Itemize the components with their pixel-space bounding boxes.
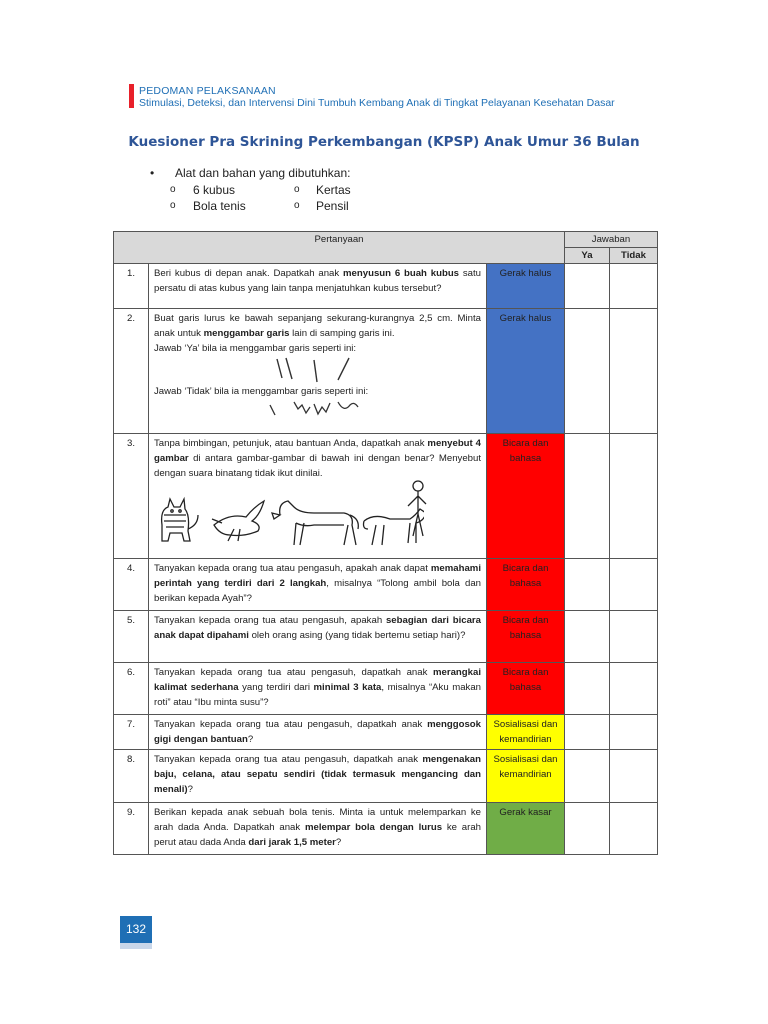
row-number: 7.: [114, 715, 149, 750]
question-text: Tanyakan kepada orang tua atau pengasuh, apakah sebagian dari bicara anak dapat dipahami oleh orang asing (yang tidak bertemu setiap hari)?: [149, 611, 487, 663]
header-title: PEDOMAN PELAKSANAAN: [139, 85, 276, 97]
table-row: [114, 264, 658, 309]
row-number: 3.: [114, 434, 149, 559]
answer-yes-cell[interactable]: [565, 715, 610, 750]
no-instruction: Jawab ‘Tidak’ bila ia menggambar garis seperti ini:: [154, 386, 369, 397]
answer-no-cell[interactable]: [610, 715, 658, 750]
question-text: Tanyakan kepada orang tua atau pengasuh, dapatkah anak mengenakan baju, celana, atau sepatu sendiri (tidak termasuk mengancing dan menali)?: [149, 750, 487, 803]
question-text: Tanyakan kepada orang tua atau pengasuh, dapatkah anak merangkai kalimat sederhana yang terdiri dari minimal 3 kata, misalnya “Aku makan roti” atau “Ibu minta susu”?: [149, 663, 487, 715]
row-number: 6.: [114, 663, 149, 715]
yes-instruction: Jawab ‘Ya’ bila ia menggambar garis seperti ini:: [154, 343, 357, 354]
circle-bullet-icon: o: [170, 200, 176, 211]
row-number: 4.: [114, 559, 149, 611]
question-text: Beri kubus di depan anak. Dapatkah anak menyusun 6 buah kubus satu persatu di atas kubus yang lain tanpa menjatuhkan kubus tersebut?: [149, 264, 487, 309]
header-subtitle: Stimulasi, Deteksi, dan Intervensi Dini Tumbuh Kembang Anak di Tingkat Pelayanan Kesehatan Dasar: [139, 97, 615, 109]
answer-yes-cell[interactable]: [565, 803, 610, 855]
answer-no-cell[interactable]: [610, 264, 658, 309]
column-header-yes: Ya: [565, 248, 610, 264]
category-cell: Sosialisasi dan kemandirian: [487, 750, 565, 803]
category-cell: Sosialisasi dan kemandirian: [487, 715, 565, 750]
category-cell: Bicara dan bahasa: [487, 434, 565, 559]
answer-no-cell[interactable]: [610, 559, 658, 611]
question-text: Berikan kepada anak sebuah bola tenis. Minta ia untuk melemparkan ke arah dada Anda. Dapatkah anak melempar bola dengan lurus ke arah perut atau dada Anda dari jarak 1,5 meter?: [149, 803, 487, 855]
answer-yes-cell[interactable]: [565, 663, 610, 715]
answer-no-cell[interactable]: [610, 750, 658, 803]
answer-yes-cell[interactable]: [565, 750, 610, 803]
answer-yes-cell[interactable]: [565, 559, 610, 611]
category-cell: Bicara dan bahasa: [487, 559, 565, 611]
answer-no-cell[interactable]: [610, 803, 658, 855]
bullet-icon: •: [150, 166, 155, 180]
page-title: Kuesioner Pra Skrining Perkembangan (KPSP) Anak Umur 36 Bulan: [128, 134, 640, 150]
header-accent-bar: [129, 84, 134, 108]
animals-and-person-illustration: [154, 485, 424, 555]
category-cell: Gerak halus: [487, 264, 565, 309]
page-number-underbar: [120, 943, 152, 949]
question-text: Tanpa bimbingan, petunjuk, atau bantuan Anda, dapatkah anak menyebut 4 gambar di antara gambar-gambar di bawah ini dengan benar? Menyebut dengan suara binatang tidak ikut dinilai.: [149, 434, 487, 559]
answer-no-cell[interactable]: [610, 663, 658, 715]
answer-no-cell[interactable]: [610, 309, 658, 434]
question-text: Tanyakan kepada orang tua atau pengasuh, apakah anak dapat memahami perintah yang terdiri dari 2 langkah, misalnya “Tolong ambil bola dan berikan kepada Ayah”?: [149, 559, 487, 611]
row-number: 9.: [114, 803, 149, 855]
table-row: [114, 803, 658, 855]
table-row: [114, 663, 658, 715]
answer-yes-cell[interactable]: [565, 309, 610, 434]
tool-item: Kertas: [316, 182, 351, 197]
answer-no-cell[interactable]: [610, 434, 658, 559]
question-text: Buat garis lurus ke bawah sepanjang sekurang-kurangnya 2,5 cm. Minta anak untuk menggambar garis lain di samping garis ini. Jawab ‘Ya’ bila ia menggambar garis seperti ini: Jawab ‘Tidak’ bila ia menggambar garis seperti ini:: [149, 309, 487, 434]
straight-lines-drawing: [154, 356, 354, 384]
column-header-question: Pertanyaan: [114, 232, 565, 264]
circle-bullet-icon: o: [294, 200, 300, 211]
answer-yes-cell[interactable]: [565, 264, 610, 309]
category-cell: Gerak kasar: [487, 803, 565, 855]
table-row: [114, 309, 658, 434]
wavy-lines-drawing: [154, 399, 414, 423]
table-row: [114, 434, 658, 559]
table-row: [114, 715, 658, 750]
kpsp-table: [113, 231, 658, 855]
row-number: 2.: [114, 309, 149, 434]
tool-item: Bola tenis: [193, 199, 246, 213]
tool-item: 6 kubus: [193, 182, 236, 197]
answer-yes-cell[interactable]: [565, 434, 610, 559]
category-cell: Gerak halus: [487, 309, 565, 434]
column-header-answer: Jawaban: [565, 232, 658, 248]
tool-item: Pensil: [316, 199, 349, 213]
circle-bullet-icon: o: [170, 183, 176, 195]
circle-bullet-icon: o: [294, 183, 300, 195]
person-illustration: [398, 478, 438, 538]
category-cell: Bicara dan bahasa: [487, 611, 565, 663]
answer-no-cell[interactable]: [610, 611, 658, 663]
question-text: Tanyakan kepada orang tua atau pengasuh, dapatkah anak menggosok gigi dengan bantuan?: [149, 715, 487, 750]
page-number: 132: [120, 916, 152, 943]
table-row: [114, 611, 658, 663]
tools-intro: Alat dan bahan yang dibutuhkan:: [175, 166, 351, 180]
row-number: 8.: [114, 750, 149, 803]
table-row: [114, 559, 658, 611]
category-cell: Bicara dan bahasa: [487, 663, 565, 715]
row-number: 5.: [114, 611, 149, 663]
row-number: 1.: [114, 264, 149, 309]
table-row: [114, 750, 658, 803]
column-header-no: Tidak: [610, 248, 658, 264]
answer-yes-cell[interactable]: [565, 611, 610, 663]
